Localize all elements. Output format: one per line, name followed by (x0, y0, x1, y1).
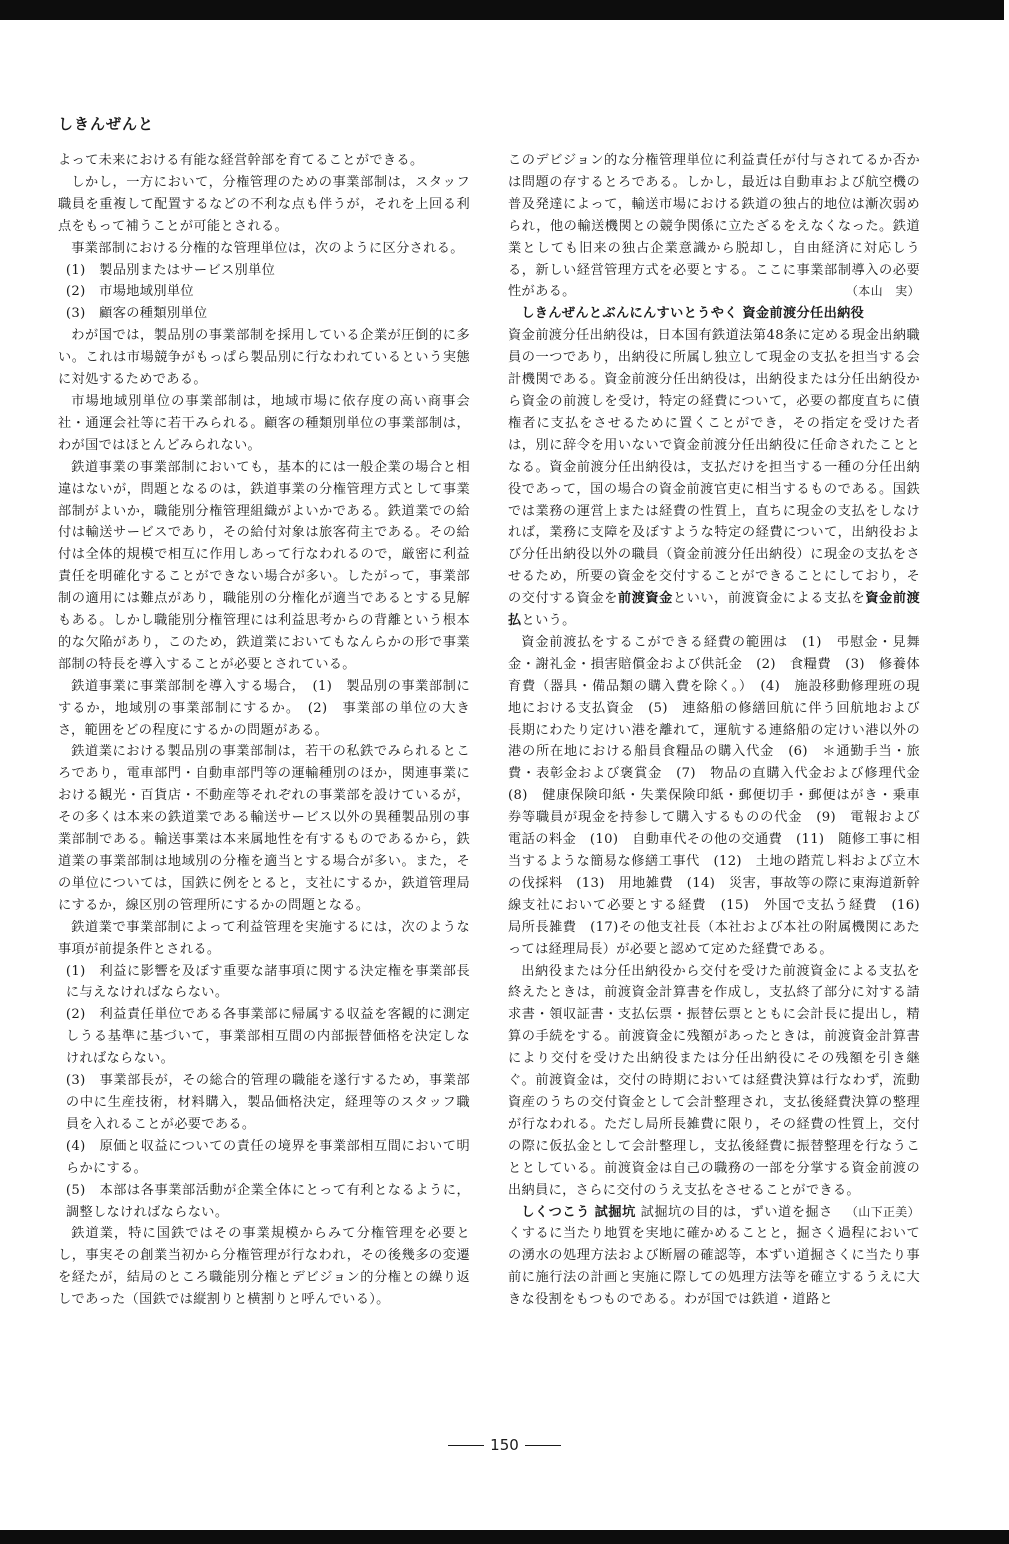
left-column (58, 150, 470, 1430)
paragraph: しかし，一方において，分権管理のための事業部制は，スタッフ職員を重複して配置するなどの不利な点も伴うが，それを上回る利点をもって補うことが可能とされる。 (58, 174, 470, 234)
bold-term: 資金前渡払 (508, 591, 921, 629)
running-head: しきんぜんと (58, 115, 155, 133)
bold-term: 前渡資金 (617, 591, 673, 607)
top-border-bar (0, 0, 1004, 20)
paragraph: 鉄道業における製品別の事業部制は，若干の私鉄でみられるところであり，電車部門・自動車部門等の運輸種別のほか，関連事業における観光・百貨店・不動産等それぞれの事業部を設けているが，その多くは本来の鉄道業である輸送サービス以外の異種製品別の事業部制である。輸送事業は本来属地性を有するものであるから，鉄道業の事業部制は地域別の分権を適当とする場合が多い。また，その単位については，国鉄に例をとると，支社にするか，鉄道管理局にするか，線区別の管理所にするかの問題となる。 (58, 744, 470, 913)
paragraph: わが国では，製品別の事業部制を採用している企業が圧倒的に多い。これは市場競争がもっぱら製品別に行なわれているという実態に対処するためである。 (58, 328, 470, 388)
entry-body: 試掘坑の目的は，ずい道を掘さくするに当たり地質を実地に確かめることと，掘さく過程においての湧水の処理方法および断層の確認等，本ずい道掘さくに当たり事前に施行法の計画と実施に際しての処理方法等を確立するうえに大きな役割をもつものである。わが国では鉄道・道路と (508, 1204, 920, 1308)
entry-body: という。 (521, 613, 576, 629)
paragraph (508, 150, 920, 303)
folio-rule (525, 1445, 561, 1446)
author-credit: （本山 実） (845, 284, 920, 299)
paragraph: 資金前渡払をするこができる経費の範囲は (1) 弔慰金・見舞金・謝礼金・損害賠償金および供託金 (2) 食糧費 (3) 修養体育費（器具・備品類の購入費を除く。） (4) 施設移動修理班の現地における支払資金 (5) 連絡船の修繕回航に伴う回航地および長期にわたり定けい港を離れて，運航する連絡船の定けい港以外の港の所在地における船員食糧品の購入代金 (6) ＊通勤手当・旅費・表彰金および褒賞金 (7) 物品の直購入代金および修理代金 (8) 健康保険印紙・失業保険印紙・郵便切手・郵便はがき・乗車券等職員が現金を持参して購入するものの代金 (9) 電報および電話の料金 (10) 自動車代その他の交通費 (11) 随修工事に相当するような簡易な修繕工事代 (12) 土地の踏荒し料および立木の伐採料 (13) 用地雑費 (14) 災害，事故等の際に東海道新幹線支社において必要とする経費 (15) 外国で支払う経費 (16) 局所長雑費 (17)その他支社長（本社および本社の附属機関にあたっては経理局長）が必要と認めて定めた経費である。 (508, 634, 934, 957)
list-item: (1) 利益に影響を及ぼす重要な諸事項に関する決定権を事業部長に与えなければならない。 (65, 963, 470, 1001)
entry-term: 資金前渡分任出納役 (742, 306, 865, 322)
page-number-footer (0, 1436, 1009, 1454)
list-item: (3) 事業部長が，その総合的管理の職能を遂行するため，事業部の中に生産技術，材料購入，製品価格決定，経理等のスタッフ職員を入れることが必要である。 (65, 1073, 470, 1132)
entry-reading: しくつこう (521, 1204, 590, 1220)
list-item: (3) 顧客の種類別単位 (65, 306, 208, 322)
list-item: (5) 本部は各事業部活動が企業全体にとって有利となるように，調整しなければならない。 (65, 1182, 470, 1220)
bottom-border-bar (0, 1530, 1009, 1544)
entry-body: 資金前渡分任出納役は，日本国有鉄道法第48条に定める現金出納職員の一つであり，出納役に所属し独立して現金の支払を担当する会計機関である。資金前渡分任出納役は，出納役または分任出納役から資金の前渡しを受け，特定の経費について，必要の都度直ちに債権者に支払をさせるために置くことができ，その指定を受けた者は，別に辞令を用いないで資金前渡分任出納役に任命されたこととなる。資金前渡分任出納役は，支払だけを担当する一種の分任出納役であって，国の場合の資金前渡官吏に相当するものである。国鉄では業務の運営上または経費の性質上，直ちに現金の支払をしなければ，業務に支障を及ぼすような特定の経費について，出納役および分任出納役以外の職員（資金前渡分任出納役）に現金の支払をさせるため，所要の資金を交付することができることにしており，その交付する資金を (508, 328, 920, 607)
entry-body: といい，前渡資金による支払を (672, 591, 866, 607)
list-item: (2) 市場地域別単位 (65, 284, 194, 300)
paragraph: 鉄道業で事業部制によって利益管理を実施するには，次のような事項が前提条件とされる。 (58, 919, 470, 957)
entry-reading: しきんぜんとぶんにんすいとうやく (521, 306, 738, 322)
continuation-text: このデビジョン的な分権管理単位に利益責任が付与されてるか否かは問題の存するとろである。しかし，最近は自動車および航空機の普及発達によって，輸送市場における鉄道の独占的地位は漸次弱められ，他の輸送機関との競争関係に立たざるをえなくなった。鉄道業としても旧来の独占企業意識から脱却し，自由経済に対応しうる，新しい経営管理方式を必要とする。ここに事業部制導入の必要性がある。 (508, 153, 920, 300)
paragraph: 鉄道事業に事業部制を導入する場合， (1) 製品別の事業部制にするか，地域別の事業部制にするか。 (2) 事業部の単位の大きさ，範囲をどの程度にするかの問題がある。 (58, 678, 470, 738)
paragraph: 鉄道事業の事業部制においても，基本的には一般企業の場合と相違はないが，問題となるのは，鉄道事業の分権管理方式として事業部制がよいか，職能別分権管理組織がよいかである。鉄道業での給付は輸送サービスであり，その給付対象は旅客荷主である。その給付は全体的規模で相互に作用しあって行なわれるので，厳密に利益責任を明確化することができない場合が多い。したがって，事業部制の適用には難点があり，職能別の分権化が適当であるとする見解もある。しかし職能別分権管理には利益思考からの背離という根本的な欠陥があり，このため，鉄道業においてもなんらかの形で事業部制の特長を導入することが必要とされている。 (58, 459, 470, 672)
list-item: (4) 原価と収益についての責任の境界を事業部相互間において明らかにする。 (65, 1138, 470, 1176)
list-item: (1) 製品別またはサービス別単位 (65, 262, 276, 278)
paragraph-text: 出納役または分任出納役から交付を受けた前渡資金による支払を終えたときは，前渡資金計算書を作成し，支払終了部分に対する請求書・領収証書・支払伝票・振替伝票とともに会計長に提出し，精算の手続をする。前渡資金に残額があったときは，前渡資金計算書により交付を受けた出納役または分任出納役にその残額を引き継ぐ。前渡資金は，交付の時期においては経費決算は行なわず，流動資産のうちの交付資金として会計整理され，支払後経費決算の整理が行なわれる。ただし局所長雑費に限り，その経費の性質上，交付の際に仮払金として会計整理し，支払後経費に振替整理を行なうこととしている。前渡資金は自己の職務の一部を分掌する資金前渡の出納員に，さらに交付のうえ支払をさせることができる。 (508, 963, 920, 1198)
paragraph: よって未来における有能な経営幹部を育てることができる。 (58, 153, 424, 168)
folio-rule (448, 1445, 484, 1446)
paragraph: 市場地域別単位の事業部制は，地域市場に依存度の高い商事会社・通運会社等に若干みられる。顧客の種類別単位の事業部制は，わが国ではほとんどみられない。 (58, 393, 470, 453)
right-column (508, 150, 934, 1430)
entry-term: 試掘坑 (594, 1204, 636, 1220)
page-number: 150 (490, 1436, 519, 1454)
paragraph: 鉄道業，特に国鉄ではその事業規模からみて分権管理を必要とし，事実その創業当初から分権管理が行なわれ，その後幾多の変遷を経たが，結局のところ職能別分権とデビジョン的分権との繰り返しであった（国鉄では縦割りと横割りと呼んでいる）。 (58, 1226, 470, 1308)
dictionary-entry (508, 303, 920, 632)
author-credit: （山下正美） (845, 1204, 920, 1219)
list-item: (2) 利益責任単位である各事業部に帰属する収益を客観的に測定しうる基準に基づいて，事業部相互間の内部振替価格を決定しなければならない。 (65, 1007, 470, 1067)
paragraph: 事業部制における分権的な管理単位は，次のように区分される。 (71, 240, 464, 256)
